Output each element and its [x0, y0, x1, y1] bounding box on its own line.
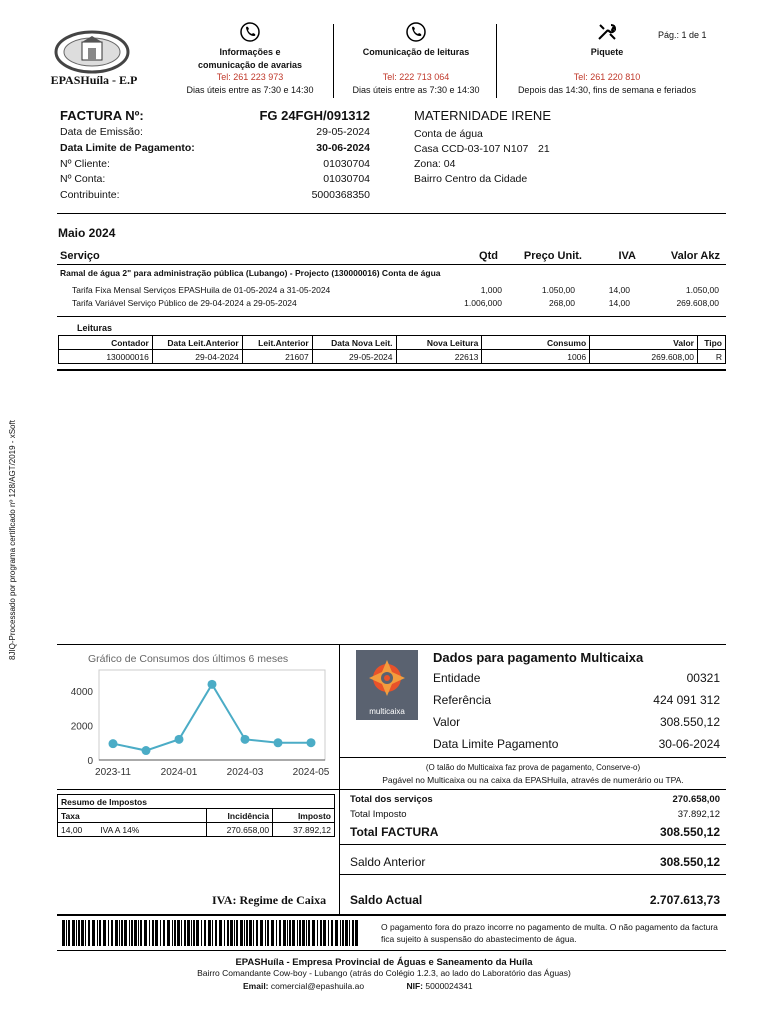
barcode-bar: [140, 920, 142, 946]
barcode-bar: [144, 920, 147, 946]
x-tick-label: 2024-05: [292, 767, 330, 778]
barcode-bar: [119, 920, 120, 946]
invoice-label: FACTURA Nº:: [60, 108, 144, 123]
barcode-bar: [129, 920, 130, 946]
barcode-bar: [308, 920, 310, 946]
barcode-bar: [265, 920, 266, 946]
multicaixa-note: (O talão do Multicaixa faz prova de pagamento, Conserve-o): [425, 763, 641, 772]
barcode-bar: [246, 920, 248, 946]
th-leit-anterior: Leit.Anterior: [242, 336, 312, 350]
service-valor: 1.050,00: [685, 285, 719, 295]
multicaixa-star-icon: [356, 650, 418, 706]
data-point: [274, 738, 283, 747]
table-row: [59, 350, 726, 364]
contact-title: Informações e: [219, 47, 281, 57]
barcode-bar: [174, 920, 176, 946]
x-tick-label: 2024-03: [226, 767, 264, 778]
barcode-bar: [299, 920, 301, 946]
barcode-bar: [234, 920, 235, 946]
contact-phone: Tel: 261 220 810: [573, 72, 641, 82]
service-qtd: 1,000: [480, 285, 502, 295]
cell: 1006: [482, 350, 590, 364]
contact-title: Comunicação de leituras: [362, 47, 470, 57]
total-services-value: 270.658,00: [672, 794, 720, 805]
barcode-bar: [345, 920, 348, 946]
total-invoice-value: 308.550,12: [659, 825, 720, 839]
barcode-bar: [279, 920, 281, 946]
barcode-bar: [208, 920, 211, 946]
barcode-bar: [328, 920, 329, 946]
client-address: Casa CCD-03-107 N107: [414, 143, 529, 155]
divider: [340, 757, 726, 758]
nif-label: NIF:: [406, 981, 424, 991]
barcode-bar: [249, 920, 252, 946]
emission-date-label: Data de Emissão:: [60, 126, 143, 138]
service-iva: 14,00: [608, 285, 630, 295]
tax-amount: 37.892,12: [273, 823, 335, 837]
account-number-value: 01030704: [323, 173, 370, 185]
tax-summary-title: Resumo de Impostos: [58, 795, 335, 809]
barcode-bar: [177, 920, 180, 946]
barcode-bar: [76, 920, 77, 946]
barcode-bar: [212, 920, 213, 946]
th-valor: Valor: [590, 336, 698, 350]
barcode-bar: [138, 920, 139, 946]
barcode-bar: [219, 920, 222, 946]
barcode-bar: [152, 920, 154, 946]
th-incidencia: Incidência: [207, 809, 273, 823]
client-address-number: 21: [538, 143, 550, 155]
contact-title: Piquete: [590, 47, 624, 57]
contact-avarias: [170, 22, 330, 96]
amount-label: Valor: [433, 715, 461, 729]
barcode-bar: [227, 920, 229, 946]
th-imposto: Imposto: [273, 809, 335, 823]
barcode-bar: [187, 920, 190, 946]
reference-value: 424 091 312: [653, 693, 720, 707]
data-point: [307, 738, 316, 747]
barcode-bar: [68, 920, 70, 946]
barcode-bar: [167, 920, 170, 946]
contact-leituras: [338, 22, 494, 96]
divider: [340, 874, 726, 875]
barcode-bar: [267, 920, 269, 946]
client-account-type: Conta de água: [414, 128, 483, 140]
divider: [57, 213, 726, 214]
barcode-bar: [172, 920, 173, 946]
barcode-bar: [287, 920, 288, 946]
barcode-bar: [320, 920, 322, 946]
client-name: MATERNIDADE IRENE: [414, 108, 551, 123]
barcode-bar: [283, 920, 286, 946]
contact-hours: Dias úteis entre as 7:30 e 14:30: [186, 84, 314, 95]
taxpayer-value: 5000368350: [311, 189, 370, 201]
multicaixa-title: Dados para pagamento Multicaixa: [433, 650, 644, 665]
barcode-bar: [312, 920, 315, 946]
divider: [340, 844, 726, 845]
barcode-bar: [349, 920, 350, 946]
barcode-bar: [66, 920, 67, 946]
footer-address: Bairro Comandante Cow-boy - Lubango (atrás do Colégio 1.2.3, ao lado do Laboratório das Águas): [197, 968, 571, 978]
cell: 130000016: [59, 350, 153, 364]
tax-incidence: 270.658,00: [207, 823, 273, 837]
col-servico: Serviço: [60, 250, 100, 262]
certification-note: 8JIQ-Processado por programa certificado nº 128/AGT/2019 - xSoft: [8, 420, 17, 660]
wrench-icon: [596, 22, 618, 42]
account-number-label: Nº Conta:: [60, 173, 106, 185]
barcode-bar: [215, 920, 217, 946]
service-desc: Tarifa Fixa Mensal Serviços EPASHuila de 01-05-2024 a 31-05-2024: [72, 285, 331, 295]
y-tick-label: 2000: [70, 721, 93, 733]
company-short-name: EPASHuíla - E.P: [50, 73, 138, 87]
tax-rate: 14,00: [61, 824, 83, 835]
cell: 21607: [242, 350, 312, 364]
data-point: [241, 735, 250, 744]
email-link[interactable]: comercial@epashuila.ao: [270, 981, 365, 991]
nif-value: 5000024341: [425, 981, 473, 991]
entity-value: 00321: [686, 671, 720, 685]
client-number-label: Nº Cliente:: [60, 158, 110, 170]
barcode-bar: [302, 920, 305, 946]
service-group: Ramal de água 2" para administração pública (Lubango) - Projecto (130000016) Conta de água: [60, 268, 441, 278]
email-label: Email:: [243, 981, 269, 991]
phone-icon: [240, 22, 260, 42]
payment-deadline-label: Data Limite Pagamento: [433, 737, 559, 751]
header-divider: [333, 24, 334, 98]
barcode-bar: [244, 920, 245, 946]
barcode-bar: [230, 920, 233, 946]
barcode-bar: [99, 920, 101, 946]
table-header-row: [58, 809, 335, 823]
barcode-bar: [253, 920, 254, 946]
barcode-bar: [131, 920, 133, 946]
barcode-bar: [306, 920, 307, 946]
total-tax-value: 37.892,12: [677, 809, 720, 820]
barcode-bar: [323, 920, 326, 946]
table-header-row: [59, 336, 726, 350]
service-valor: 269.608,00: [676, 298, 719, 308]
barcode-bar: [271, 920, 274, 946]
y-tick-label: 4000: [70, 687, 93, 699]
readings-title: Leituras: [77, 323, 113, 333]
service-iva: 14,00: [608, 298, 630, 308]
barcode-bar: [78, 920, 80, 946]
barcode-bar: [160, 920, 161, 946]
barcode-bar: [297, 920, 298, 946]
barcode-bar: [121, 920, 123, 946]
y-tick-label: 0: [87, 756, 93, 767]
col-preco: Preço Unit.: [523, 250, 582, 262]
multicaixa-logo: [356, 650, 418, 720]
total-tax-label: Total Imposto: [350, 809, 407, 820]
current-balance-label: Saldo Actual: [350, 893, 423, 907]
barcode-bar: [193, 920, 195, 946]
x-tick-label: 2023-11: [95, 767, 131, 778]
barcode-bar: [289, 920, 291, 946]
col-qtd: Qtd: [479, 250, 498, 262]
barcode-bar: [352, 920, 354, 946]
barcode-bar: [108, 920, 109, 946]
col-iva: IVA: [618, 250, 636, 262]
th-data-nova: Data Nova Leit.: [312, 336, 396, 350]
divider: [57, 789, 726, 790]
th-consumo: Consumo: [482, 336, 590, 350]
readings-table: [58, 335, 726, 364]
billing-period: Maio 2024: [58, 226, 116, 240]
tax-summary-table: [57, 794, 335, 837]
barcode-bar: [191, 920, 192, 946]
service-desc: Tarifa Variável Serviço Público de 29-04-2024 a 29-05-2024: [72, 298, 297, 308]
late-payment-note: O pagamento fora do prazo incorre no pagamento de multa. O não pagamento da factura fica sujeito à suspensão do abastecimento de água.: [381, 922, 718, 944]
client-zone: Zona: 04: [414, 158, 456, 170]
barcode-bar: [111, 920, 113, 946]
divider: [57, 914, 726, 916]
total-services-label: Total dos serviços: [350, 794, 433, 805]
barcode-bar: [256, 920, 258, 946]
data-point: [175, 735, 184, 744]
barcode-bar: [81, 920, 84, 946]
barcode-bar: [103, 920, 106, 946]
col-valor: Valor Akz: [670, 250, 720, 262]
barcode-bar: [155, 920, 158, 946]
taxpayer-label: Contribuinte:: [60, 189, 120, 201]
amount-value: 308.550,12: [659, 715, 720, 729]
divider: [57, 644, 726, 645]
th-contador: Contador: [59, 336, 153, 350]
barcode-bar: [240, 920, 243, 946]
barcode-bar: [163, 920, 165, 946]
contact-hours: Depois das 14:30, fins de semana e feriados: [517, 84, 697, 95]
barcode-bar: [260, 920, 263, 946]
multicaixa-logo-text: multicaixa: [369, 707, 405, 716]
consumption-chart: [57, 668, 332, 783]
th-tipo: Tipo: [697, 336, 725, 350]
previous-balance-label: Saldo Anterior: [350, 855, 426, 869]
cell: 269.608,00: [590, 350, 698, 364]
barcode-bar: [335, 920, 338, 946]
header-divider: [496, 24, 497, 98]
divider: [57, 316, 726, 317]
payment-deadline-value: 30-06-2024: [658, 737, 720, 751]
barcode-bar: [92, 920, 95, 946]
x-tick-label: 2024-01: [160, 767, 198, 778]
data-point: [109, 739, 118, 748]
contact-title: comunicação de avarias: [197, 59, 303, 70]
th-nova-leitura: Nova Leitura: [396, 336, 482, 350]
payment-barcode: [62, 920, 362, 946]
barcode-bar: [97, 920, 98, 946]
chart-title: Gráfico de Consumos dos últimos 6 meses: [88, 653, 289, 665]
service-preco: 1.050,00: [541, 285, 575, 295]
service-preco: 268,00: [549, 298, 575, 308]
total-invoice-label: Total FACTURA: [350, 825, 439, 839]
barcode-bar: [317, 920, 318, 946]
data-point: [142, 746, 151, 755]
cell: 29-05-2024: [312, 350, 396, 364]
barcode-bar: [149, 920, 150, 946]
phone-icon: [406, 22, 426, 42]
multicaixa-payment-info: Pagável no Multicaixa ou na caixa da EPASHuila, através de numerário ou TPA.: [382, 775, 684, 785]
barcode-bar: [115, 920, 118, 946]
contact-phone: Tel: 261 223 973: [216, 72, 284, 82]
barcode-bar: [134, 920, 137, 946]
barcode-bar: [224, 920, 225, 946]
barcode-bar: [85, 920, 86, 946]
previous-balance-value: 308.550,12: [659, 855, 720, 869]
emission-date-value: 29-05-2024: [316, 126, 370, 138]
barcode-bar: [184, 920, 186, 946]
footer-company: EPASHuíla - Empresa Provincial de Águas e Saneamento da Huíla: [235, 957, 533, 968]
divider: [57, 950, 726, 951]
divider: [57, 369, 726, 371]
barcode-bar: [204, 920, 206, 946]
barcode-bar: [331, 920, 333, 946]
barcode-bar: [201, 920, 202, 946]
client-number-value: 01030704: [323, 158, 370, 170]
footer-contact: [243, 981, 473, 991]
table-title-row: [58, 795, 335, 809]
entity-label: Entidade: [433, 671, 481, 685]
service-qtd: 1.006,000: [464, 298, 502, 308]
due-date-label: Data Limite de Pagamento:: [60, 142, 195, 154]
barcode-bar: [88, 920, 90, 946]
barcode-bar: [196, 920, 199, 946]
barcode-bar: [340, 920, 341, 946]
cell: R: [697, 350, 725, 364]
invoice-number: FG 24FGH/091312: [259, 108, 370, 123]
data-point: [208, 680, 217, 689]
barcode-bar: [62, 920, 65, 946]
barcode-bar: [276, 920, 277, 946]
cell: 29-04-2024: [152, 350, 242, 364]
page-number: Pág.: 1 de 1: [658, 30, 707, 40]
contact-phone: Tel: 222 713 064: [382, 72, 450, 82]
barcode-bar: [236, 920, 238, 946]
barcode-bar: [124, 920, 127, 946]
barcode-bar: [72, 920, 75, 946]
reference-label: Referência: [433, 693, 492, 707]
divider: [57, 264, 726, 265]
tax-rate-cell: [58, 823, 207, 837]
th-data-anterior: Data Leit.Anterior: [152, 336, 242, 350]
barcode-bar: [355, 920, 358, 946]
current-balance-value: 2.707.613,73: [649, 893, 720, 907]
table-row: [58, 823, 335, 837]
due-date-value: 30-06-2024: [316, 142, 370, 154]
barcode-bar: [181, 920, 182, 946]
th-taxa: Taxa: [58, 809, 207, 823]
contact-hours: Dias úteis entre as 7:30 e 14:30: [352, 84, 480, 95]
client-neighborhood: Bairro Centro da Cidade: [414, 173, 528, 185]
barcode-bar: [342, 920, 344, 946]
vat-regime: IVA: Regime de Caixa: [212, 893, 327, 907]
cell: 22613: [396, 350, 482, 364]
barcode-bar: [292, 920, 295, 946]
tax-desc: IVA A 14%: [100, 824, 140, 835]
